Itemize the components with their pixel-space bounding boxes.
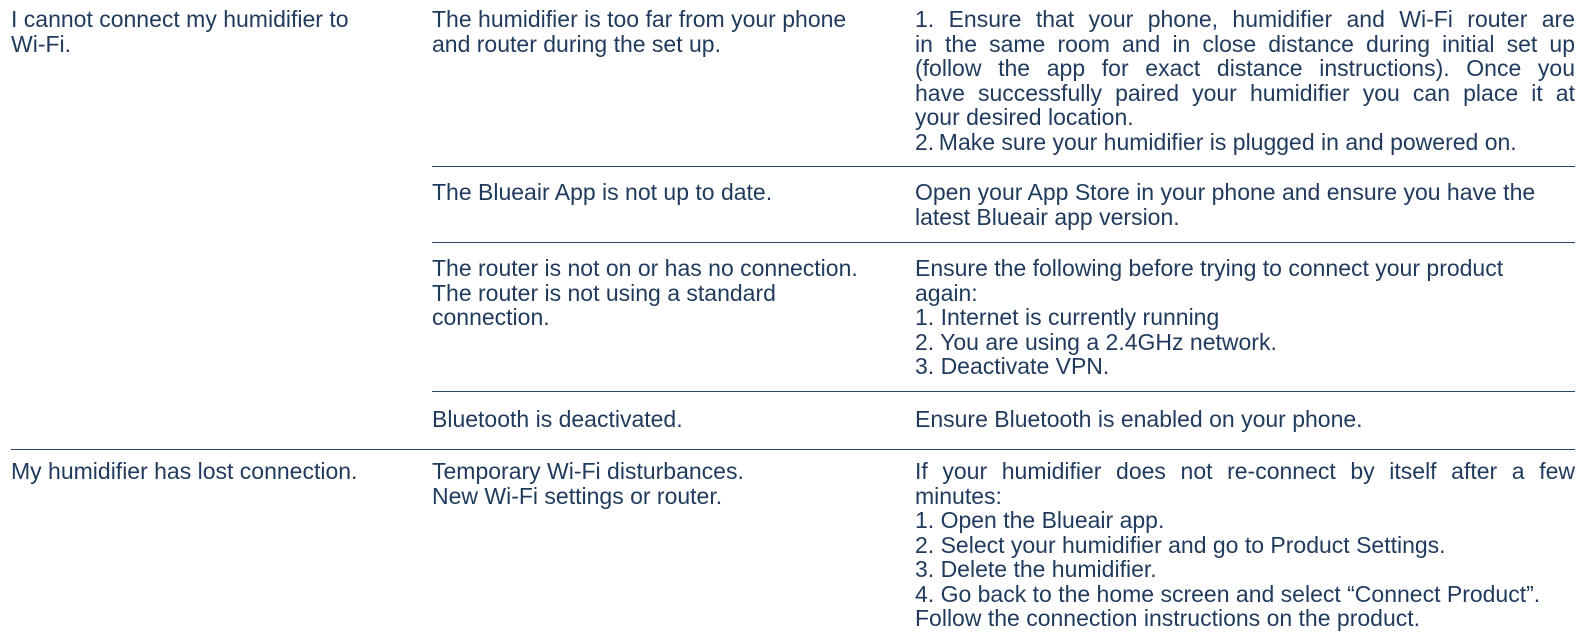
row-divider xyxy=(432,391,1575,392)
solution-text-line: in the same room and in close distance during initial set up xyxy=(915,30,1575,57)
solution-text-line: Ensure the following before trying to connect your product xyxy=(915,255,1504,281)
solution-cell xyxy=(915,459,1575,631)
cause-cell xyxy=(432,180,890,205)
cause-text-line: The router is not on or has no connection. xyxy=(432,255,858,281)
solution-text-line: 2. Select your humidifier and go to Product Settings. xyxy=(915,531,1446,558)
cause-text-line: Bluetooth is deactivated. xyxy=(432,406,683,432)
solution-cell xyxy=(915,407,1575,432)
cause-text-line: and router during the set up. xyxy=(432,30,721,57)
solution-text-line: your desired location. xyxy=(915,104,1134,130)
solution-text-line: Open your App Store in your phone and ensure you have the xyxy=(915,179,1536,205)
section-divider xyxy=(11,449,1575,450)
cause-text-line: The humidifier is too far from your phone xyxy=(432,6,847,32)
solution-text-line: Ensure Bluetooth is enabled on your phone. xyxy=(915,406,1363,432)
solution-text-line: latest Blueair app version. xyxy=(915,203,1180,230)
solution-cell xyxy=(915,7,1575,154)
cause-cell xyxy=(432,407,890,432)
row-divider xyxy=(432,166,1575,167)
solution-text-line: 1. Open the Blueair app. xyxy=(915,507,1165,533)
solution-text-line: minutes: xyxy=(915,482,1002,509)
problem-text-line: I cannot connect my humidifier to xyxy=(11,6,349,32)
cause-text-line: Temporary Wi-Fi disturbances. xyxy=(432,458,744,484)
solution-text-line: 1. Internet is currently running xyxy=(915,304,1220,330)
solution-text-line: again: xyxy=(915,279,978,306)
solution-text-line: 2. You are using a 2.4GHz network. xyxy=(915,328,1277,355)
solution-text-line: (follow the app for exact distance instructions). Once you xyxy=(915,55,1575,81)
solution-text-line: 4. Go back to the home screen and select “Connect Product”. xyxy=(915,580,1541,607)
problem-text-line: Wi-Fi. xyxy=(11,30,72,57)
solution-text-line: 3. Deactivate VPN. xyxy=(915,353,1110,379)
solution-text-line: 3. Delete the humidifier. xyxy=(915,556,1157,582)
row-divider xyxy=(432,242,1575,243)
cause-cell xyxy=(432,459,890,508)
solution-text-line: 2. Make sure your humidifier is plugged in and powered on. xyxy=(915,128,1517,155)
solution-cell xyxy=(915,256,1575,379)
solution-text-line: have successfully paired your humidifier you can place it at xyxy=(915,79,1575,106)
cause-cell xyxy=(432,256,890,330)
cause-text-line: The router is not using a standard xyxy=(432,279,776,306)
problem-text-line: My humidifier has lost connection. xyxy=(11,458,358,484)
problem-cell xyxy=(11,459,401,484)
solution-cell xyxy=(915,180,1575,229)
solution-text-line: If your humidifier does not re-connect by itself after a few xyxy=(915,458,1575,484)
cause-cell xyxy=(432,7,890,56)
cause-text-line: connection. xyxy=(432,304,550,330)
cause-text-line: The Blueair App is not up to date. xyxy=(432,179,773,205)
cause-text-line: New Wi-Fi settings or router. xyxy=(432,482,723,509)
problem-cell xyxy=(11,7,401,56)
solution-text-line: 1. Ensure that your phone, humidifier and Wi-Fi router are xyxy=(915,6,1575,32)
solution-text-line: Follow the connection instructions on the product. xyxy=(915,605,1421,631)
